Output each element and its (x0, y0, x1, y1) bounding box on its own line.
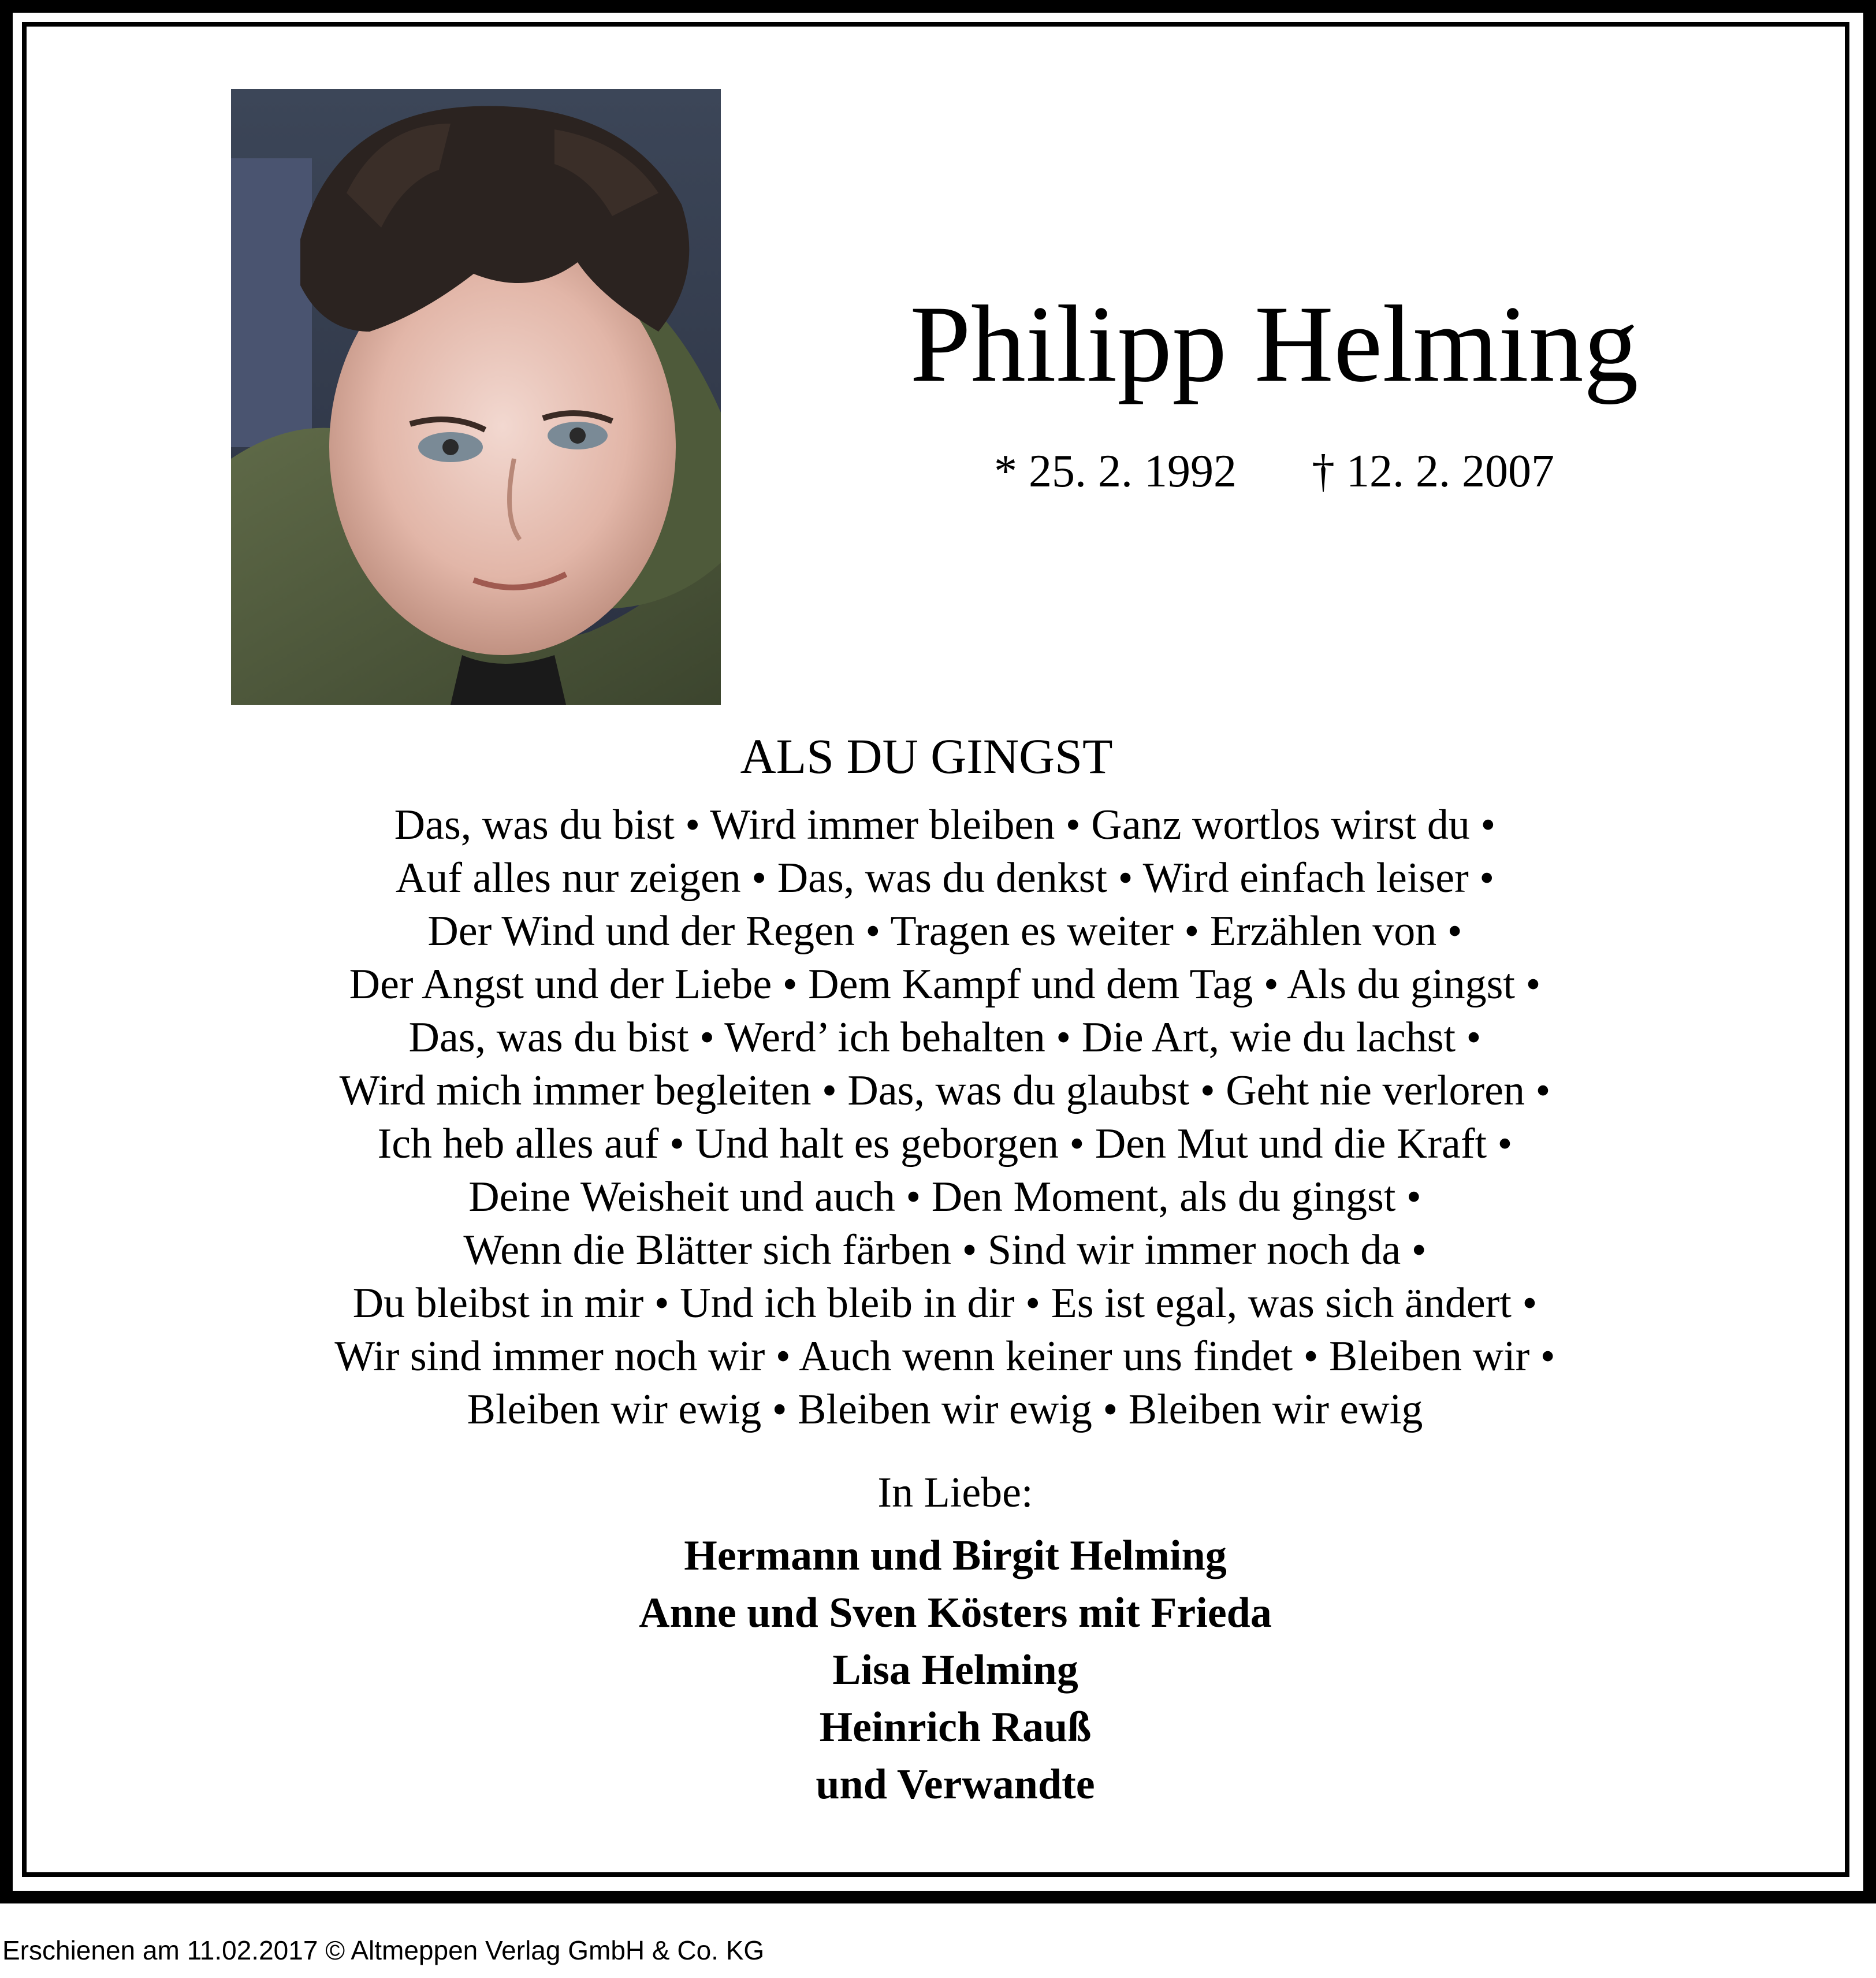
signer: und Verwandte (816, 1761, 1095, 1808)
birth-date: * 25. 2. 1992 (994, 446, 1237, 497)
poem-line: Auf alles nur zeigen • Das, was du denkst • Wird einfach leiser • (395, 854, 1495, 902)
portrait-photo (231, 89, 721, 705)
poem-line: Ich heb alles auf • Und halt es geborgen • Den Mut und die Kraft • (377, 1120, 1513, 1168)
poem-title: ALS DU GINGST (740, 728, 1113, 784)
signer: Anne und Sven Kösters mit Frieda (639, 1589, 1272, 1637)
life-dates (812, 443, 1736, 500)
poem-line: Du bleibst in mir • Und ich bleib in dir • Es ist egal, was sich ändert • (352, 1280, 1538, 1327)
death-date: † 12. 2. 2007 (1312, 446, 1554, 497)
poem-line: Wenn die Blätter sich färben • Sind wir immer noch da • (463, 1226, 1427, 1274)
poem-line: Wir sind immer noch wir • Auch wenn keiner uns findet • Bleiben wir • (334, 1333, 1555, 1380)
publication-footer: Erschienen am 11.02.2017 © Altmeppen Verlag GmbH & Co. KG (2, 1935, 765, 1965)
obituary-card (27, 27, 1845, 1872)
poem-line: Das, was du bist • Wird immer bleiben • Ganz wortlos wirst du • (394, 801, 1496, 849)
poem-line: Bleiben wir ewig • Bleiben wir ewig • Bleiben wir ewig (467, 1386, 1423, 1433)
signer: Heinrich Rauß (819, 1704, 1092, 1751)
poem-line: Der Wind und der Regen • Tragen es weiter • Erzählen von • (427, 908, 1462, 955)
poem-line: Der Angst und der Liebe • Dem Kampf und dem Tag • Als du gingst • (349, 961, 1541, 1008)
poem-line: Deine Weisheit und auch • Den Moment, als du gingst • (468, 1173, 1421, 1221)
poem (142, 798, 1748, 1436)
deceased-name: Philipp Helming (910, 284, 1639, 405)
signer: Hermann und Birgit Helming (684, 1532, 1227, 1579)
in-love-label: In Liebe: (877, 1469, 1033, 1516)
signer: Lisa Helming (832, 1646, 1078, 1694)
poem-line: Wird mich immer begleiten • Das, was du glaubst • Geht nie verloren • (339, 1067, 1551, 1114)
signers-list (431, 1527, 1480, 1813)
poem-line: Das, was du bist • Werd’ ich behalten • Die Art, wie du lachst • (408, 1014, 1482, 1061)
